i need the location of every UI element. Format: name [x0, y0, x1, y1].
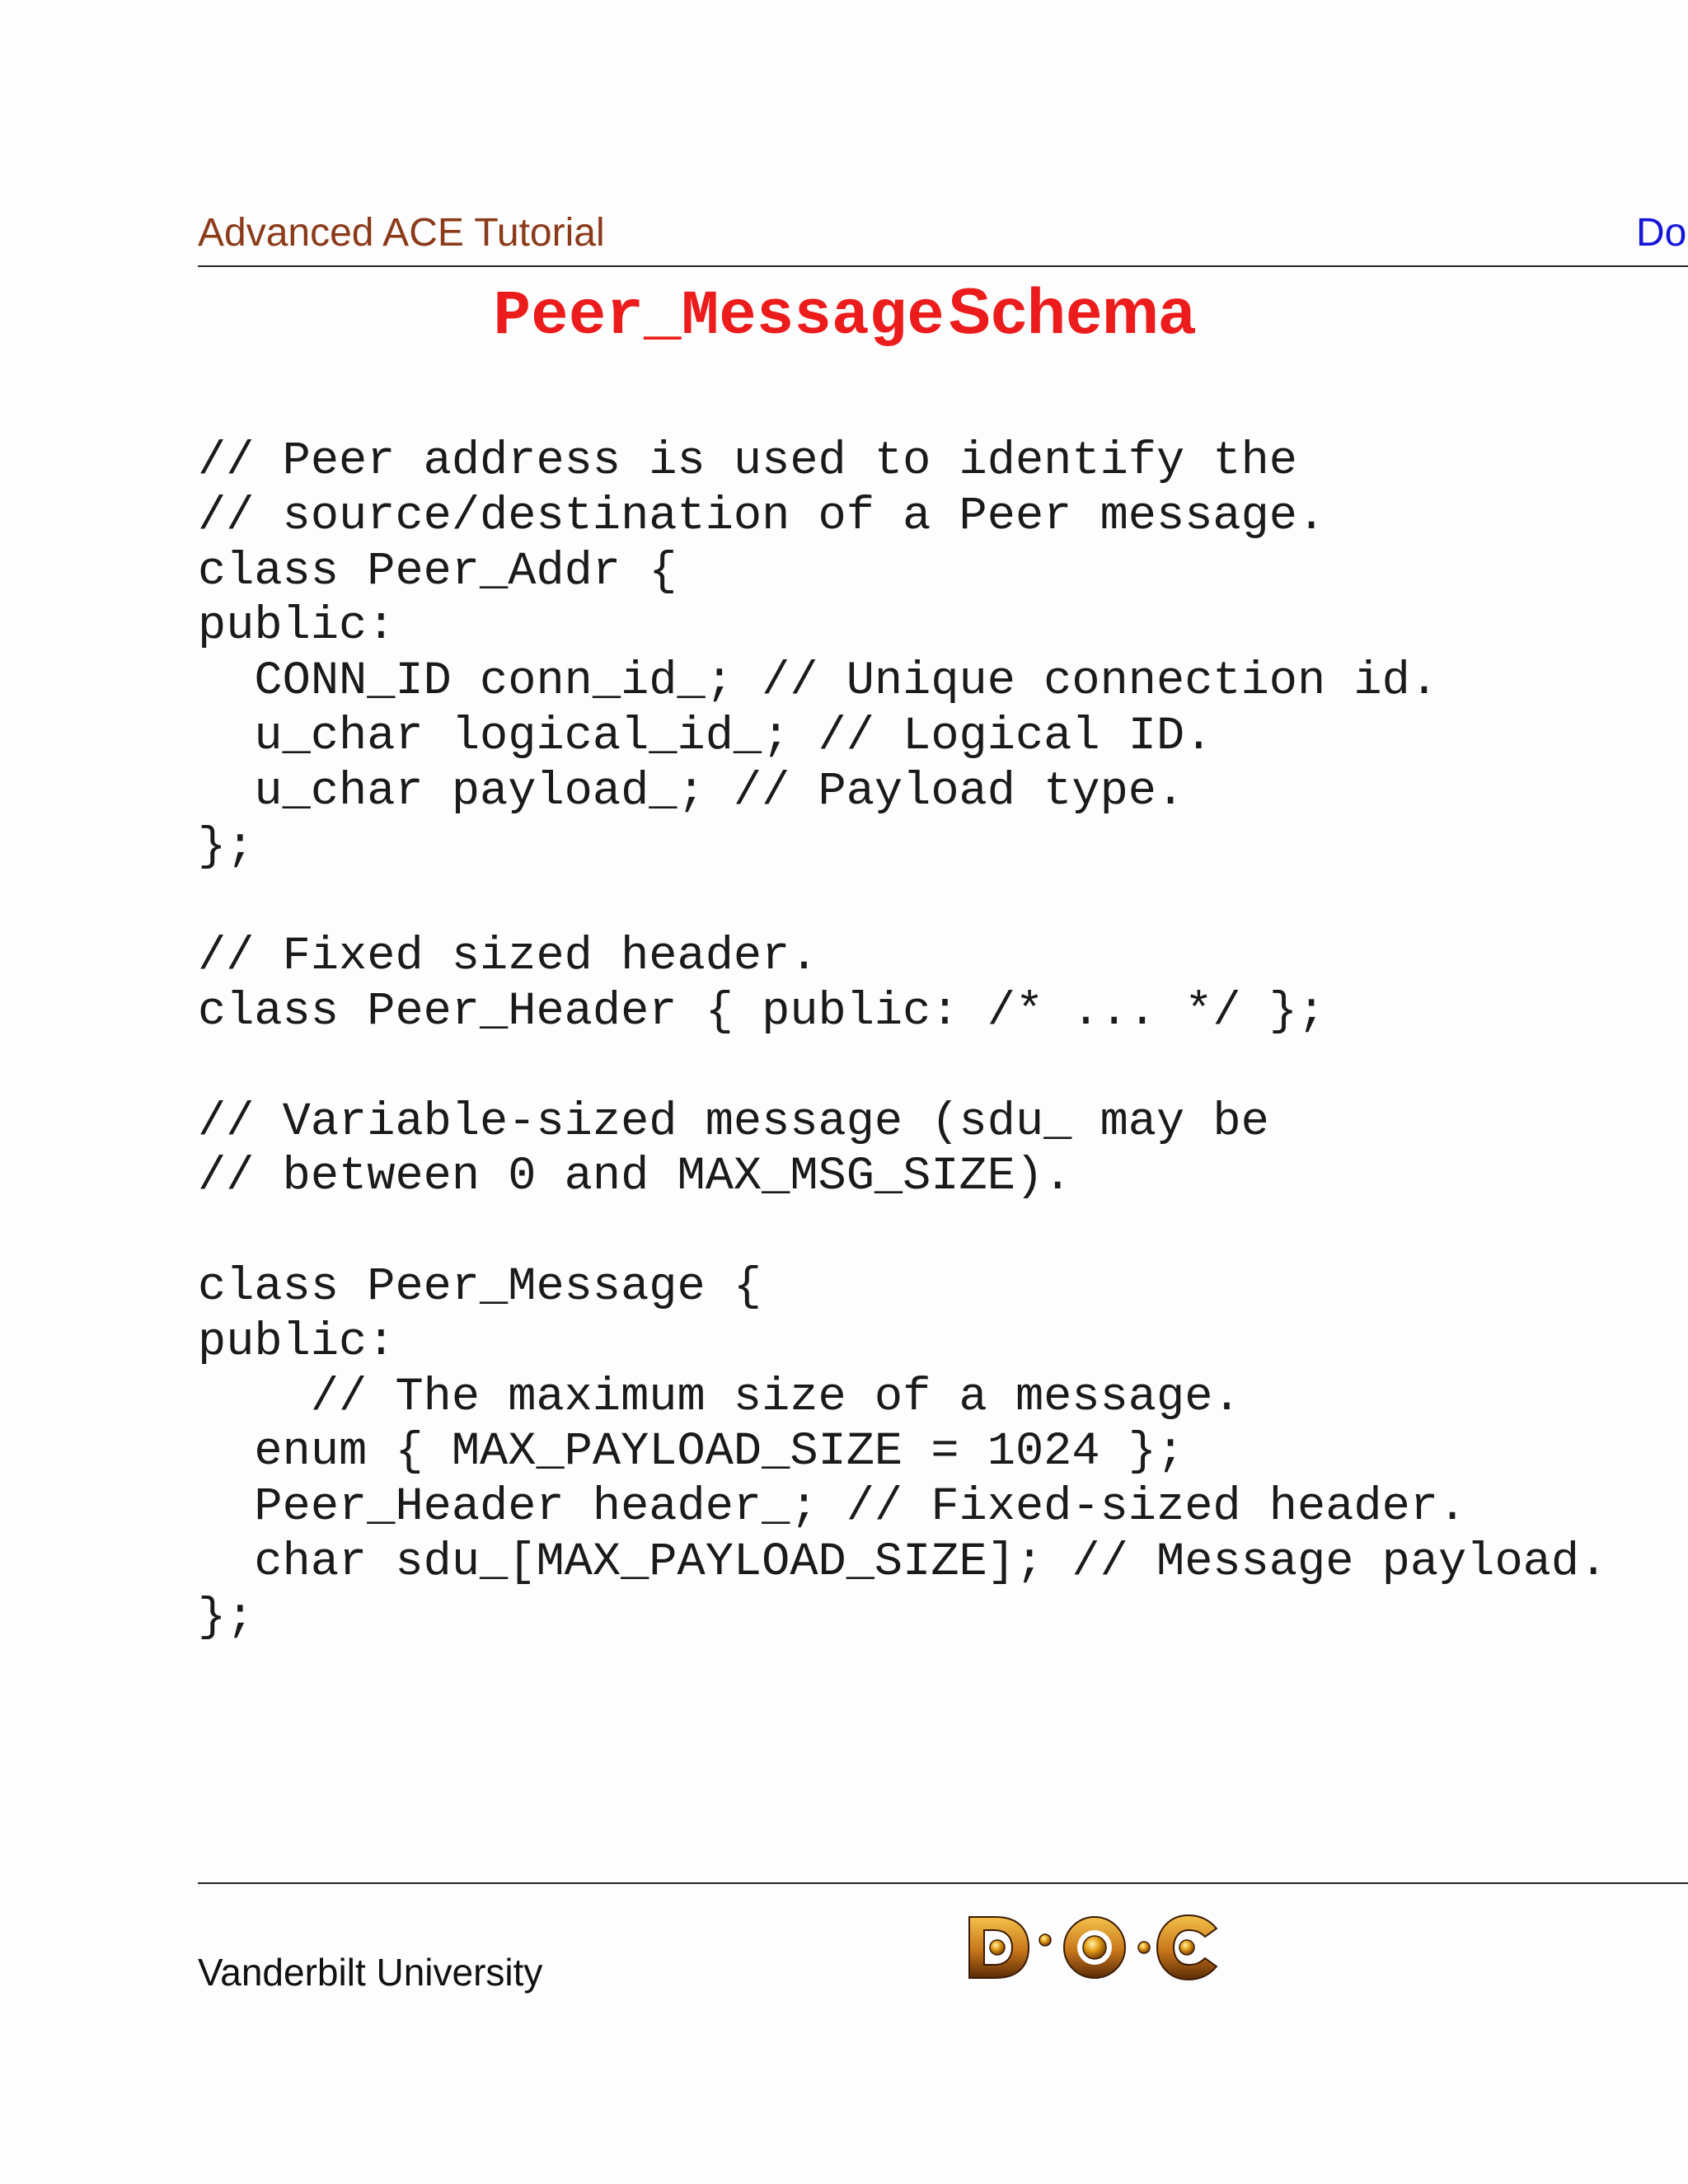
code-line: };	[198, 820, 255, 874]
code-line: // source/destination of a Peer message.	[198, 490, 1326, 543]
footer-divider	[198, 1882, 1688, 1884]
slide-title-code: Peer_Message	[493, 281, 945, 352]
footer-university: Vanderbilt University	[198, 1951, 543, 1994]
logo-small-g	[990, 1940, 1005, 1955]
code-line: class Peer_Addr {	[198, 545, 678, 598]
code-line: };	[198, 1591, 255, 1644]
header-course-title: Advanced ACE Tutorial	[198, 211, 605, 255]
doc-group-logo-icon	[963, 1910, 1226, 1985]
code-line: class Peer_Message {	[198, 1260, 762, 1314]
code-line: // Fixed sized header.	[198, 930, 818, 984]
code-line: u_char payload_; // Payload type.	[198, 765, 1185, 818]
code-line: char sdu_[MAX_PAYLOAD_SIZE]; // Message payload.	[198, 1535, 1608, 1589]
code-line: enum { MAX_PAYLOAD_SIZE = 1024 };	[198, 1426, 1185, 1479]
logo-small-p	[1179, 1940, 1194, 1955]
header-section-title: Do	[1636, 211, 1687, 255]
code-line: Peer_Header header_; // Fixed-sized header.	[198, 1481, 1467, 1535]
code-line: u_char logical_id_; // Logical ID.	[198, 710, 1213, 763]
code-line: // between 0 and MAX_MSG_SIZE).	[198, 1151, 1072, 1204]
logo-small-u	[1138, 1942, 1150, 1953]
code-line: // Peer address is used to identify the	[198, 435, 1298, 488]
code-line: public:	[198, 1315, 396, 1369]
logo-small-r	[1039, 1934, 1051, 1946]
code-line: // The maximum size of a message.	[198, 1371, 1241, 1424]
slide-title	[0, 265, 1688, 375]
code-line: class Peer_Header { public: /* ... */ };	[198, 985, 1326, 1038]
logo-center-ball	[1083, 1936, 1106, 1959]
slide-title-word: Schema	[948, 274, 1195, 347]
code-line: // Variable-sized message (sdu_ may be	[198, 1095, 1269, 1149]
code-line: public:	[198, 600, 396, 654]
code-block	[198, 434, 1607, 1646]
code-line: CONN_ID conn_id_; // Unique connection id.	[198, 655, 1439, 709]
